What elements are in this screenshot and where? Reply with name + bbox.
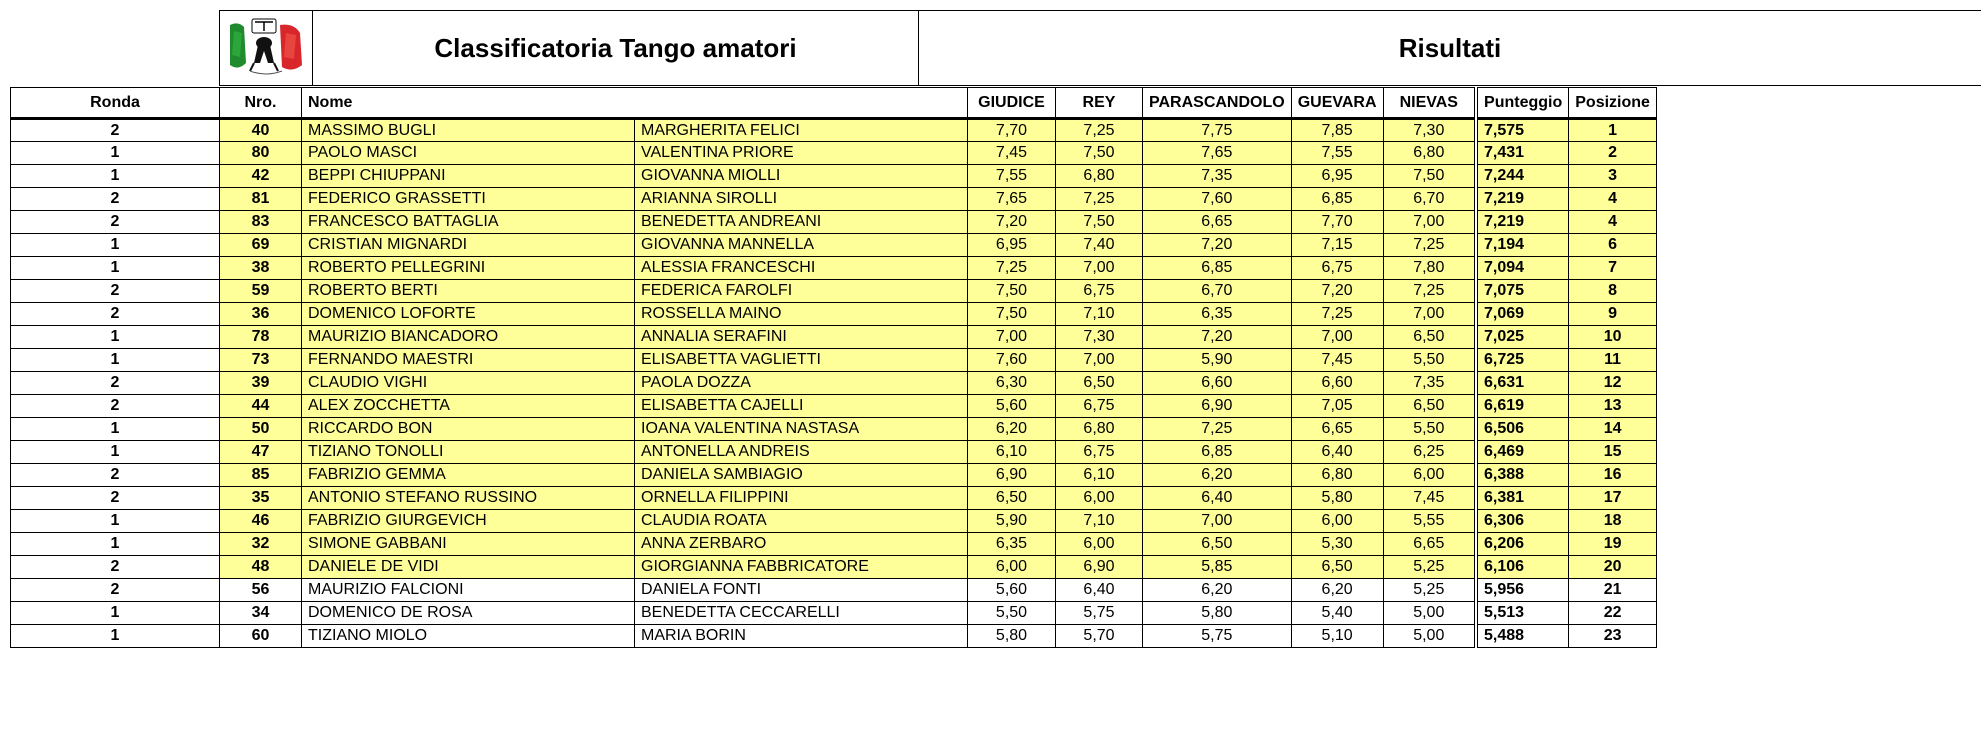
table-row: [11, 418, 1657, 441]
cell-posizione: 8: [1569, 280, 1657, 303]
table-row: [11, 165, 1657, 188]
cell-leader: PAOLO MASCI: [302, 142, 635, 165]
cell-nro: 39: [220, 372, 302, 395]
cell-ronda: 1: [11, 602, 220, 625]
cell-ronda: 1: [11, 142, 220, 165]
cell-nro: 47: [220, 441, 302, 464]
cell-punteggio: 7,219: [1476, 188, 1569, 211]
table-row: [11, 188, 1657, 211]
cell-follower: GIOVANNA MANNELLA: [635, 234, 968, 257]
cell-follower: DANIELA SAMBIAGIO: [635, 464, 968, 487]
cell-nievas: 5,25: [1383, 579, 1476, 602]
cell-follower: MARGHERITA FELICI: [635, 119, 968, 142]
cell-follower: ARIANNA SIROLLI: [635, 188, 968, 211]
cell-follower: ORNELLA FILIPPINI: [635, 487, 968, 510]
cell-parascandolo: 7,65: [1143, 142, 1292, 165]
cell-leader: FERNANDO MAESTRI: [302, 349, 635, 372]
cell-parascandolo: 6,70: [1143, 280, 1292, 303]
cell-leader: DANIELE DE VIDI: [302, 556, 635, 579]
cell-parascandolo: 5,75: [1143, 625, 1292, 648]
cell-ronda: 2: [11, 395, 220, 418]
cell-punteggio: 6,469: [1476, 441, 1569, 464]
table-row: [11, 625, 1657, 648]
cell-leader: ALEX ZOCCHETTA: [302, 395, 635, 418]
cell-punteggio: 7,075: [1476, 280, 1569, 303]
cell-ronda: 2: [11, 119, 220, 142]
table-row: [11, 119, 1657, 142]
cell-leader: ROBERTO PELLEGRINI: [302, 257, 635, 280]
cell-follower: DANIELA FONTI: [635, 579, 968, 602]
cell-guevara: 5,40: [1291, 602, 1383, 625]
cell-rey: 6,10: [1056, 464, 1143, 487]
cell-guevara: 6,60: [1291, 372, 1383, 395]
cell-giudice: 7,50: [968, 303, 1056, 326]
cell-giudice: 6,10: [968, 441, 1056, 464]
cell-parascandolo: 7,60: [1143, 188, 1292, 211]
table-row: [11, 372, 1657, 395]
cell-rey: 6,40: [1056, 579, 1143, 602]
cell-giudice: 5,50: [968, 602, 1056, 625]
cell-rey: 6,00: [1056, 533, 1143, 556]
cell-guevara: 7,25: [1291, 303, 1383, 326]
cell-posizione: 4: [1569, 211, 1657, 234]
cell-punteggio: 7,094: [1476, 257, 1569, 280]
cell-nievas: 6,00: [1383, 464, 1476, 487]
cell-posizione: 15: [1569, 441, 1657, 464]
cell-nro: 60: [220, 625, 302, 648]
cell-parascandolo: 6,60: [1143, 372, 1292, 395]
results-title: [918, 10, 1981, 86]
cell-guevara: 6,65: [1291, 418, 1383, 441]
cell-leader: DOMENICO LOFORTE: [302, 303, 635, 326]
cell-ronda: 1: [11, 441, 220, 464]
cell-parascandolo: 6,90: [1143, 395, 1292, 418]
table-row: [11, 441, 1657, 464]
cell-follower: ALESSIA FRANCESCHI: [635, 257, 968, 280]
cell-parascandolo: 6,20: [1143, 464, 1292, 487]
cell-guevara: 7,15: [1291, 234, 1383, 257]
cell-follower: FEDERICA FAROLFI: [635, 280, 968, 303]
cell-leader: ROBERTO BERTI: [302, 280, 635, 303]
col-punteggio: Punteggio: [1476, 88, 1569, 119]
cell-nro: 59: [220, 280, 302, 303]
cell-posizione: 6: [1569, 234, 1657, 257]
cell-posizione: 7: [1569, 257, 1657, 280]
cell-punteggio: 6,106: [1476, 556, 1569, 579]
cell-parascandolo: 7,25: [1143, 418, 1292, 441]
cell-ronda: 2: [11, 280, 220, 303]
cell-posizione: 11: [1569, 349, 1657, 372]
page-title: [312, 10, 919, 86]
cell-nro: 38: [220, 257, 302, 280]
cell-ronda: 1: [11, 257, 220, 280]
cell-giudice: 7,20: [968, 211, 1056, 234]
cell-leader: FABRIZIO GEMMA: [302, 464, 635, 487]
cell-giudice: 6,50: [968, 487, 1056, 510]
cell-giudice: 5,90: [968, 510, 1056, 533]
cell-follower: ANNALIA SERAFINI: [635, 326, 968, 349]
table-body: [11, 119, 1657, 648]
cell-rey: 6,80: [1056, 165, 1143, 188]
results-title-text: Risultati: [1398, 32, 1502, 63]
cell-parascandolo: 6,50: [1143, 533, 1292, 556]
cell-posizione: 14: [1569, 418, 1657, 441]
cell-guevara: 6,80: [1291, 464, 1383, 487]
cell-follower: ROSSELLA MAINO: [635, 303, 968, 326]
cell-nievas: 7,00: [1383, 211, 1476, 234]
table-row: [11, 211, 1657, 234]
cell-guevara: 5,10: [1291, 625, 1383, 648]
cell-guevara: 5,80: [1291, 487, 1383, 510]
cell-giudice: 6,35: [968, 533, 1056, 556]
cell-parascandolo: 5,85: [1143, 556, 1292, 579]
cell-leader: MAURIZIO BIANCADORO: [302, 326, 635, 349]
cell-guevara: 6,50: [1291, 556, 1383, 579]
cell-guevara: 7,85: [1291, 119, 1383, 142]
cell-nro: 40: [220, 119, 302, 142]
cell-leader: SIMONE GABBANI: [302, 533, 635, 556]
cell-follower: IOANA VALENTINA NASTASA: [635, 418, 968, 441]
cell-nro: 73: [220, 349, 302, 372]
cell-rey: 5,70: [1056, 625, 1143, 648]
cell-posizione: 17: [1569, 487, 1657, 510]
cell-rey: 7,25: [1056, 188, 1143, 211]
cell-nro: 46: [220, 510, 302, 533]
cell-giudice: 7,50: [968, 280, 1056, 303]
cell-punteggio: 7,431: [1476, 142, 1569, 165]
cell-parascandolo: 7,00: [1143, 510, 1292, 533]
cell-parascandolo: 6,85: [1143, 257, 1292, 280]
cell-parascandolo: 6,85: [1143, 441, 1292, 464]
cell-giudice: 7,65: [968, 188, 1056, 211]
cell-rey: 6,50: [1056, 372, 1143, 395]
cell-rey: 7,50: [1056, 142, 1143, 165]
cell-rey: 5,75: [1056, 602, 1143, 625]
cell-leader: FEDERICO GRASSETTI: [302, 188, 635, 211]
cell-follower: ANNA ZERBARO: [635, 533, 968, 556]
cell-ronda: 1: [11, 165, 220, 188]
cell-parascandolo: 7,75: [1143, 119, 1292, 142]
cell-ronda: 1: [11, 349, 220, 372]
cell-posizione: 9: [1569, 303, 1657, 326]
cell-punteggio: 6,725: [1476, 349, 1569, 372]
cell-rey: 7,10: [1056, 510, 1143, 533]
cell-parascandolo: 7,35: [1143, 165, 1292, 188]
cell-ronda: 2: [11, 556, 220, 579]
cell-guevara: 7,00: [1291, 326, 1383, 349]
cell-nro: 32: [220, 533, 302, 556]
cell-leader: TIZIANO MIOLO: [302, 625, 635, 648]
cell-giudice: 7,60: [968, 349, 1056, 372]
cell-ronda: 2: [11, 303, 220, 326]
cell-ronda: 2: [11, 464, 220, 487]
cell-giudice: 7,55: [968, 165, 1056, 188]
table-row: [11, 602, 1657, 625]
cell-nro: 36: [220, 303, 302, 326]
cell-nro: 69: [220, 234, 302, 257]
table-row: [11, 579, 1657, 602]
cell-nro: 44: [220, 395, 302, 418]
cell-nievas: 5,50: [1383, 349, 1476, 372]
cell-nievas: 6,65: [1383, 533, 1476, 556]
table-row: [11, 303, 1657, 326]
table-row: [11, 234, 1657, 257]
cell-nro: 42: [220, 165, 302, 188]
cell-rey: 6,80: [1056, 418, 1143, 441]
logo-cell: [219, 10, 313, 86]
cell-rey: 7,10: [1056, 303, 1143, 326]
cell-posizione: 23: [1569, 625, 1657, 648]
cell-leader: FRANCESCO BATTAGLIA: [302, 211, 635, 234]
table-row: [11, 395, 1657, 418]
table-row: [11, 280, 1657, 303]
cell-nievas: 5,00: [1383, 602, 1476, 625]
cell-leader: ANTONIO STEFANO RUSSINO: [302, 487, 635, 510]
cell-leader: TIZIANO TONOLLI: [302, 441, 635, 464]
cell-nievas: 7,00: [1383, 303, 1476, 326]
cell-parascandolo: 5,80: [1143, 602, 1292, 625]
cell-giudice: 7,00: [968, 326, 1056, 349]
cell-leader: RICCARDO BON: [302, 418, 635, 441]
cell-posizione: 13: [1569, 395, 1657, 418]
cell-punteggio: 6,306: [1476, 510, 1569, 533]
cell-punteggio: 5,956: [1476, 579, 1569, 602]
cell-leader: MASSIMO BUGLI: [302, 119, 635, 142]
table-row: [11, 257, 1657, 280]
cell-giudice: 6,00: [968, 556, 1056, 579]
cell-guevara: 7,55: [1291, 142, 1383, 165]
cell-nievas: 5,00: [1383, 625, 1476, 648]
cell-nro: 78: [220, 326, 302, 349]
table-row: [11, 510, 1657, 533]
cell-giudice: 6,95: [968, 234, 1056, 257]
col-posizione: Posizione: [1569, 88, 1657, 119]
cell-rey: 7,30: [1056, 326, 1143, 349]
cell-punteggio: 7,575: [1476, 119, 1569, 142]
cell-punteggio: 6,619: [1476, 395, 1569, 418]
cell-punteggio: 6,206: [1476, 533, 1569, 556]
cell-nievas: 5,55: [1383, 510, 1476, 533]
col-nome-partner: [635, 88, 968, 119]
cell-guevara: 6,95: [1291, 165, 1383, 188]
cell-giudice: 7,45: [968, 142, 1056, 165]
table-row: [11, 142, 1657, 165]
cell-nro: 48: [220, 556, 302, 579]
cell-ronda: 2: [11, 579, 220, 602]
cell-rey: 6,00: [1056, 487, 1143, 510]
cell-posizione: 18: [1569, 510, 1657, 533]
cell-nievas: 7,30: [1383, 119, 1476, 142]
cell-ronda: 1: [11, 510, 220, 533]
cell-ronda: 1: [11, 625, 220, 648]
cell-nro: 34: [220, 602, 302, 625]
cell-giudice: 5,60: [968, 579, 1056, 602]
cell-giudice: 5,80: [968, 625, 1056, 648]
page-title-text: Classificatoria Tango amatori: [434, 32, 797, 63]
cell-parascandolo: 6,35: [1143, 303, 1292, 326]
cell-nievas: 6,50: [1383, 326, 1476, 349]
cell-punteggio: 6,381: [1476, 487, 1569, 510]
cell-rey: 6,75: [1056, 441, 1143, 464]
cell-nro: 85: [220, 464, 302, 487]
cell-follower: ELISABETTA VAGLIETTI: [635, 349, 968, 372]
cell-ronda: 2: [11, 211, 220, 234]
cell-nievas: 6,50: [1383, 395, 1476, 418]
cell-ronda: 2: [11, 487, 220, 510]
cell-giudice: 7,70: [968, 119, 1056, 142]
cell-nievas: 5,50: [1383, 418, 1476, 441]
cell-ronda: 1: [11, 234, 220, 257]
cell-nievas: 6,80: [1383, 142, 1476, 165]
cell-ronda: 1: [11, 418, 220, 441]
cell-guevara: 5,30: [1291, 533, 1383, 556]
cell-ronda: 1: [11, 533, 220, 556]
cell-ronda: 2: [11, 188, 220, 211]
cell-posizione: 16: [1569, 464, 1657, 487]
cell-guevara: 6,00: [1291, 510, 1383, 533]
cell-nievas: 7,25: [1383, 234, 1476, 257]
cell-leader: CLAUDIO VIGHI: [302, 372, 635, 395]
cell-rey: 6,75: [1056, 395, 1143, 418]
cell-giudice: 6,90: [968, 464, 1056, 487]
col-parascandolo: PARASCANDOLO: [1143, 88, 1292, 119]
cell-punteggio: 7,219: [1476, 211, 1569, 234]
cell-nievas: 7,50: [1383, 165, 1476, 188]
cell-posizione: 19: [1569, 533, 1657, 556]
cell-punteggio: 6,631: [1476, 372, 1569, 395]
cell-rey: 6,75: [1056, 280, 1143, 303]
cell-leader: BEPPI CHIUPPANI: [302, 165, 635, 188]
cell-follower: PAOLA DOZZA: [635, 372, 968, 395]
cell-punteggio: 6,388: [1476, 464, 1569, 487]
cell-nro: 83: [220, 211, 302, 234]
cell-follower: ELISABETTA CAJELLI: [635, 395, 968, 418]
cell-parascandolo: 6,40: [1143, 487, 1292, 510]
cell-giudice: 7,25: [968, 257, 1056, 280]
cell-posizione: 22: [1569, 602, 1657, 625]
cell-parascandolo: 6,20: [1143, 579, 1292, 602]
cell-nievas: 5,25: [1383, 556, 1476, 579]
cell-giudice: 6,20: [968, 418, 1056, 441]
table-row: [11, 556, 1657, 579]
cell-guevara: 7,70: [1291, 211, 1383, 234]
cell-ronda: 1: [11, 326, 220, 349]
col-rey: REY: [1056, 88, 1143, 119]
cell-nro: 50: [220, 418, 302, 441]
cell-follower: CLAUDIA ROATA: [635, 510, 968, 533]
cell-nievas: 6,70: [1383, 188, 1476, 211]
cell-follower: GIOVANNA MIOLLI: [635, 165, 968, 188]
cell-parascandolo: 6,65: [1143, 211, 1292, 234]
col-nome: Nome: [302, 88, 635, 119]
cell-posizione: 3: [1569, 165, 1657, 188]
cell-guevara: 7,20: [1291, 280, 1383, 303]
cell-follower: BENEDETTA CECCARELLI: [635, 602, 968, 625]
cell-punteggio: 7,069: [1476, 303, 1569, 326]
cell-giudice: 5,60: [968, 395, 1056, 418]
cell-parascandolo: 5,90: [1143, 349, 1292, 372]
cell-follower: BENEDETTA ANDREANI: [635, 211, 968, 234]
cell-punteggio: 7,244: [1476, 165, 1569, 188]
col-guevara: GUEVARA: [1291, 88, 1383, 119]
cell-punteggio: 7,025: [1476, 326, 1569, 349]
cell-posizione: 12: [1569, 372, 1657, 395]
cell-nro: 80: [220, 142, 302, 165]
cell-giudice: 6,30: [968, 372, 1056, 395]
cell-posizione: 10: [1569, 326, 1657, 349]
cell-follower: MARIA BORIN: [635, 625, 968, 648]
cell-rey: 7,00: [1056, 257, 1143, 280]
cell-guevara: 7,45: [1291, 349, 1383, 372]
col-nievas: NIEVAS: [1383, 88, 1476, 119]
cell-nievas: 7,35: [1383, 372, 1476, 395]
header-row: [11, 88, 1657, 119]
cell-parascandolo: 7,20: [1143, 326, 1292, 349]
tango-logo-icon: [220, 11, 312, 85]
cell-nievas: 7,80: [1383, 257, 1476, 280]
table-row: [11, 487, 1657, 510]
cell-posizione: 21: [1569, 579, 1657, 602]
cell-nievas: 7,45: [1383, 487, 1476, 510]
cell-posizione: 1: [1569, 119, 1657, 142]
cell-nro: 81: [220, 188, 302, 211]
col-giudice: GIUDICE: [968, 88, 1056, 119]
cell-rey: 7,25: [1056, 119, 1143, 142]
cell-leader: CRISTIAN MIGNARDI: [302, 234, 635, 257]
cell-rey: 6,90: [1056, 556, 1143, 579]
cell-guevara: 7,05: [1291, 395, 1383, 418]
cell-nievas: 6,25: [1383, 441, 1476, 464]
cell-punteggio: 6,506: [1476, 418, 1569, 441]
cell-guevara: 6,85: [1291, 188, 1383, 211]
cell-posizione: 2: [1569, 142, 1657, 165]
cell-rey: 7,50: [1056, 211, 1143, 234]
table-row: [11, 533, 1657, 556]
cell-punteggio: 5,513: [1476, 602, 1569, 625]
cell-punteggio: 7,194: [1476, 234, 1569, 257]
cell-rey: 7,40: [1056, 234, 1143, 257]
cell-guevara: 6,40: [1291, 441, 1383, 464]
cell-guevara: 6,75: [1291, 257, 1383, 280]
ranking-table: [10, 87, 1657, 648]
cell-nro: 56: [220, 579, 302, 602]
cell-nievas: 7,25: [1383, 280, 1476, 303]
cell-ronda: 2: [11, 372, 220, 395]
cell-guevara: 6,20: [1291, 579, 1383, 602]
cell-leader: FABRIZIO GIURGEVICH: [302, 510, 635, 533]
cell-nro: 35: [220, 487, 302, 510]
table-row: [11, 349, 1657, 372]
cell-punteggio: 5,488: [1476, 625, 1569, 648]
table-row: [11, 326, 1657, 349]
table-row: [11, 464, 1657, 487]
cell-leader: MAURIZIO FALCIONI: [302, 579, 635, 602]
cell-posizione: 4: [1569, 188, 1657, 211]
cell-follower: VALENTINA PRIORE: [635, 142, 968, 165]
cell-parascandolo: 7,20: [1143, 234, 1292, 257]
cell-leader: DOMENICO DE ROSA: [302, 602, 635, 625]
col-nro: Nro.: [220, 88, 302, 119]
col-ronda: Ronda: [11, 88, 220, 119]
cell-follower: GIORGIANNA FABBRICATORE: [635, 556, 968, 579]
cell-follower: ANTONELLA ANDREIS: [635, 441, 968, 464]
cell-rey: 7,00: [1056, 349, 1143, 372]
cell-posizione: 20: [1569, 556, 1657, 579]
